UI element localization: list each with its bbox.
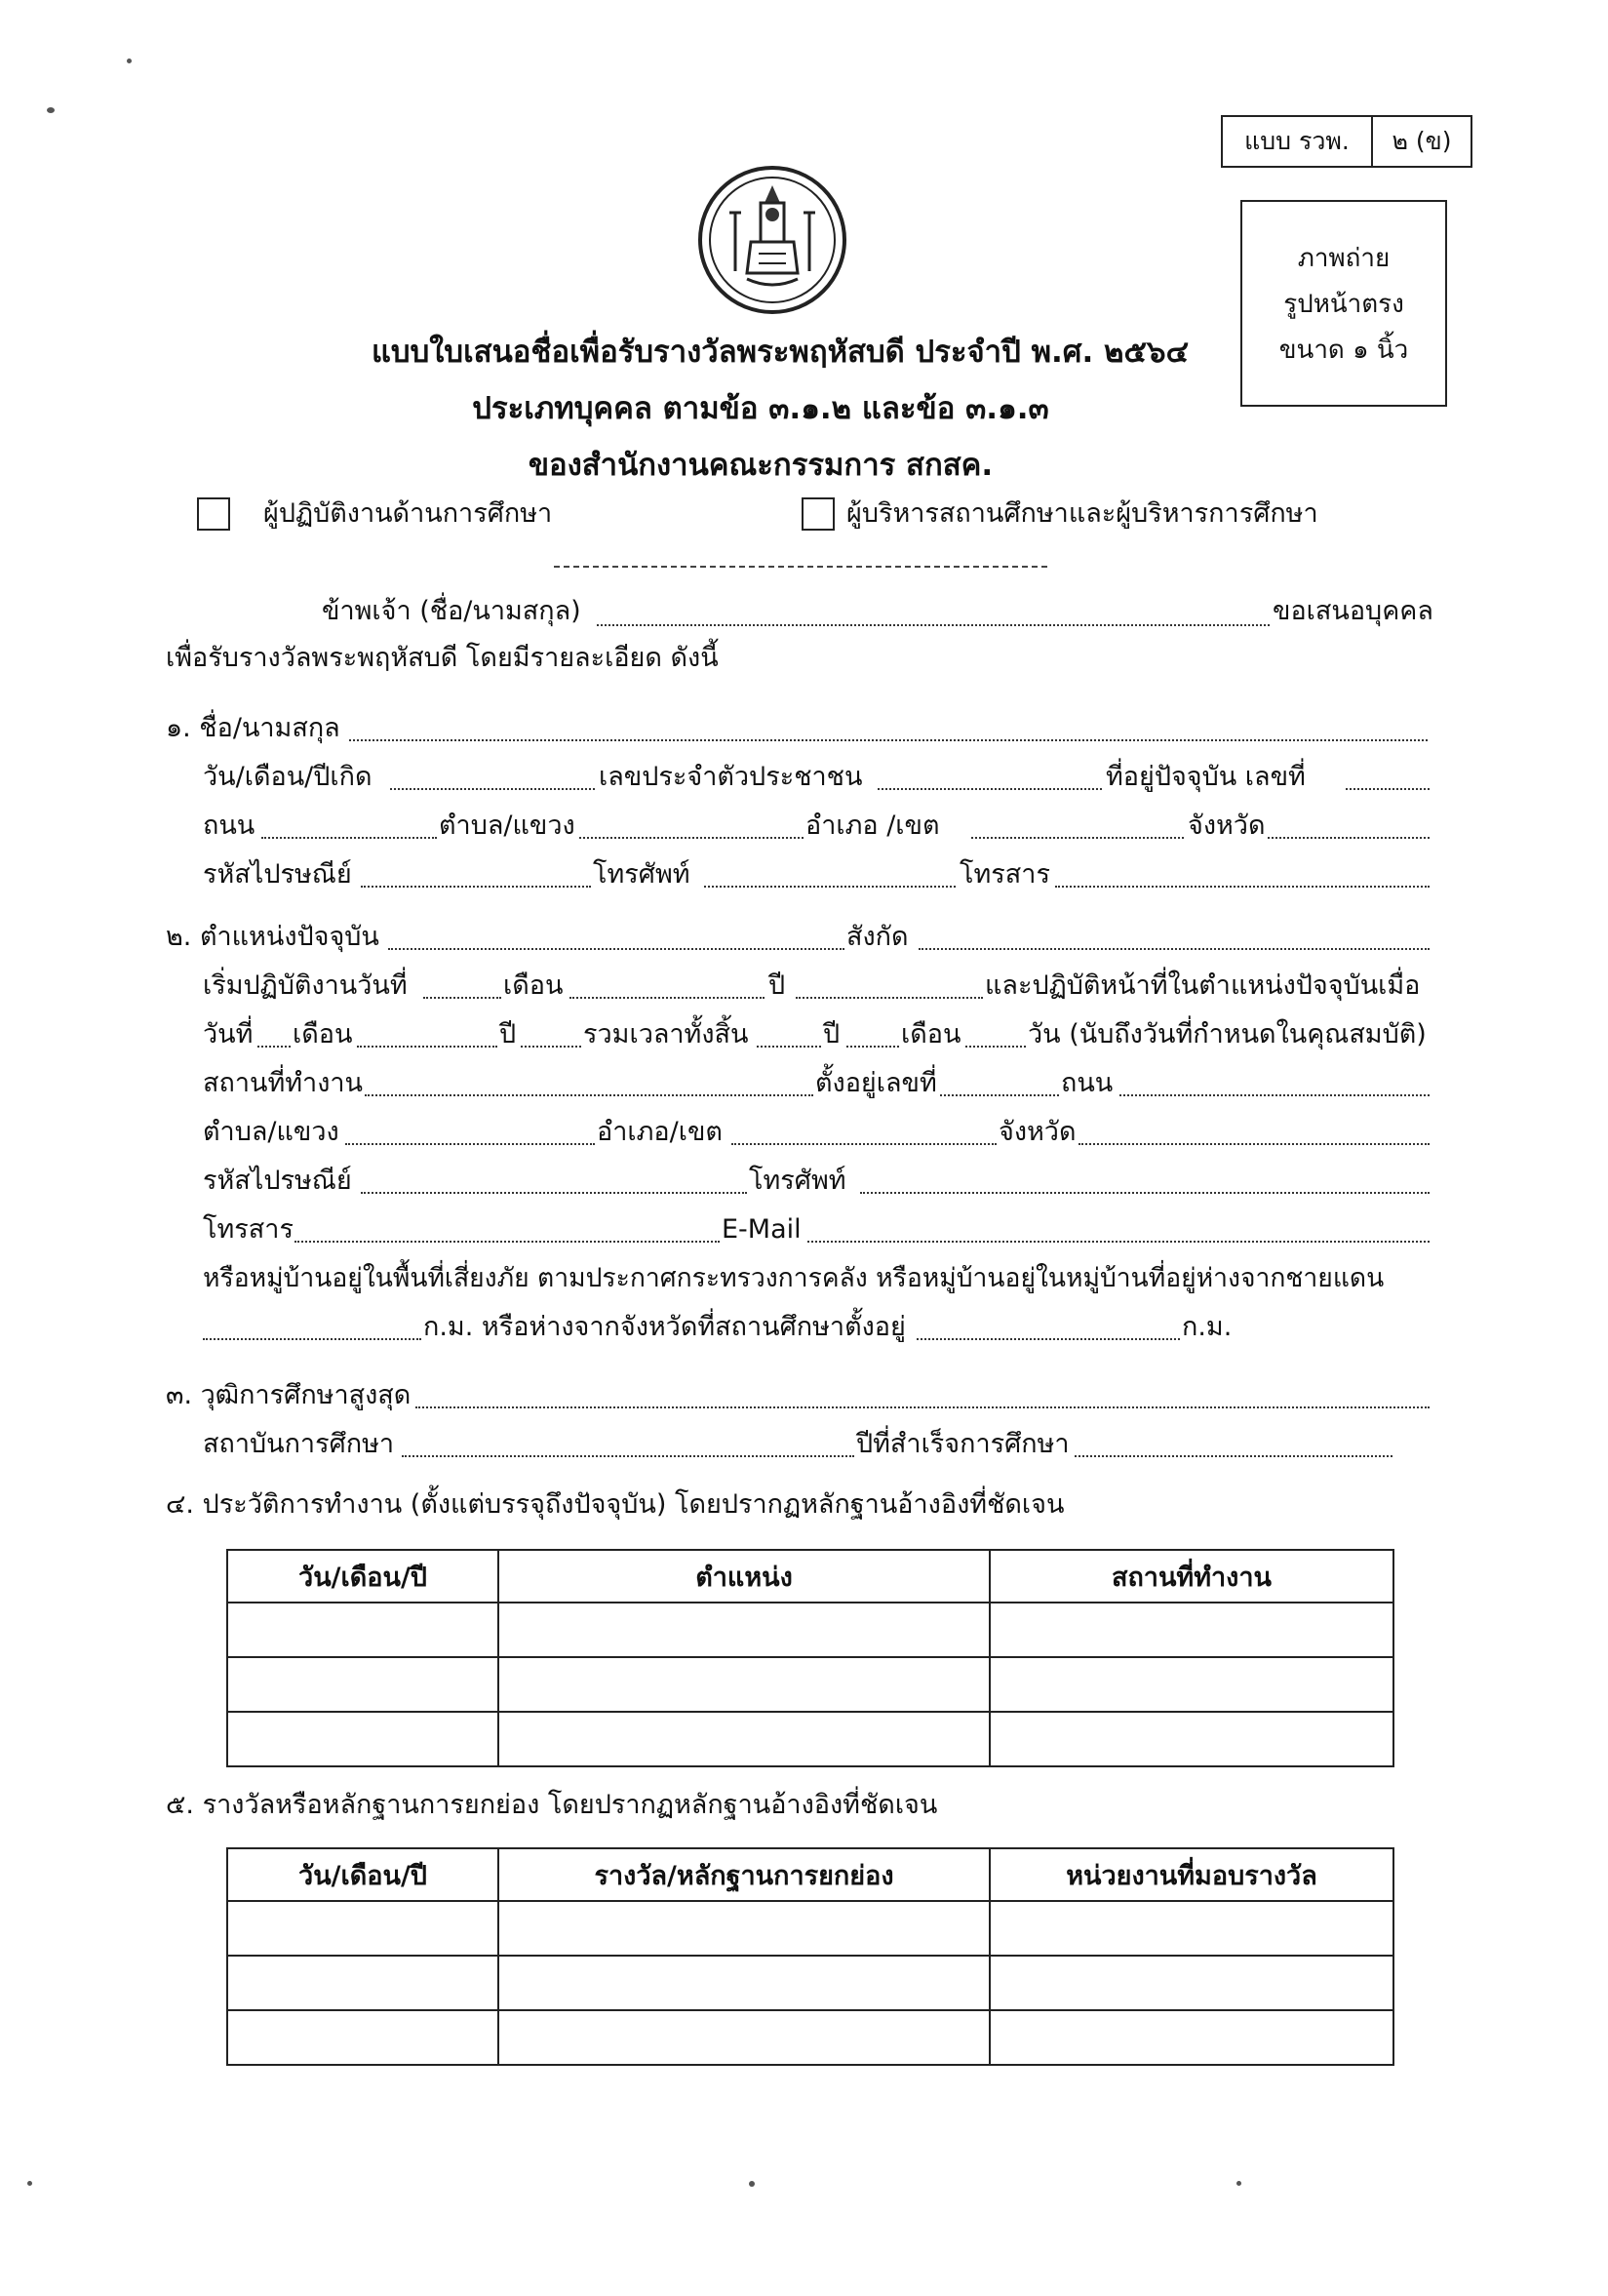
workplace-subdistrict-field[interactable]	[345, 1143, 595, 1145]
sec3-grad-label: ปีที่สำเร็จการศึกษา	[856, 1429, 1070, 1459]
table-header-row	[227, 1550, 1393, 1603]
table-row[interactable]	[227, 2010, 1393, 2065]
highest-degree-field[interactable]	[415, 1406, 1430, 1408]
sec1-road-label: ถนน	[203, 811, 255, 841]
sec2-km2-label: ก.ม.	[1182, 1312, 1233, 1342]
col-awarding-agency: หน่วยงานที่มอบรางวัล	[990, 1848, 1393, 1901]
intro-nominate-label: ขอเสนอบุคคล	[1273, 596, 1433, 626]
photo-label-2: รูปหน้าตรง	[1283, 289, 1404, 319]
cell[interactable]	[990, 2010, 1393, 2065]
sec2-road-label: ถนน	[1061, 1068, 1114, 1098]
form-code-label: แบบ รวพ.	[1223, 117, 1373, 166]
checkbox-label-education-worker: ผู้ปฏิบัติงานด้านการศึกษา	[263, 498, 553, 529]
start-day-field[interactable]	[423, 997, 501, 999]
sec1-title: ๑. ชื่อ/นามสกุล	[166, 713, 340, 743]
cell[interactable]	[498, 2010, 990, 2065]
workplace-road-field[interactable]	[1119, 1094, 1430, 1096]
form-subtitle: ประเภทบุคคล ตามข้อ ๓.๑.๒ และข้อ ๓.๑.๓	[472, 391, 1049, 426]
photo-placeholder[interactable]	[1240, 200, 1447, 407]
birth-date-field[interactable]	[390, 788, 595, 790]
cell[interactable]	[498, 1901, 990, 1956]
sec2-year2-label: ปี	[499, 1019, 517, 1049]
sec1-birth-label: วัน/เดือน/ปีเกิด	[203, 762, 373, 792]
form-office: ของสำนักงานคณะกรรมการ สกสค.	[528, 448, 994, 483]
total-years-field[interactable]	[757, 1046, 821, 1048]
institute-field[interactable]	[402, 1455, 854, 1457]
form-code-box	[1221, 115, 1472, 168]
table-row[interactable]	[227, 1901, 1393, 1956]
sec2-district-label: อำเภอ/เขต	[597, 1117, 723, 1147]
col-date: วัน/เดือน/ปี	[227, 1848, 498, 1901]
nominator-name-field[interactable]	[597, 624, 1270, 626]
divider	[554, 566, 1047, 568]
form-title: แบบใบเสนอชื่อเพื่อรับรางวัลพระพฤหัสบดี ประจำปี พ.ศ. ๒๕๖๔	[371, 335, 1190, 370]
table-row[interactable]	[227, 1712, 1393, 1766]
checkbox-administrator[interactable]	[802, 497, 835, 531]
workplace-postcode-field[interactable]	[361, 1192, 747, 1194]
checkbox-label-administrator: ผู้บริหารสถานศึกษาและผู้บริหารการศึกษา	[846, 498, 1318, 529]
sec1-id-label: เลขประจำตัวประชาชน	[599, 762, 863, 792]
start-month-field[interactable]	[569, 997, 765, 999]
sec2-fax-label: โทรสาร	[203, 1214, 294, 1245]
scan-speck	[1236, 2181, 1241, 2186]
workplace-province-field[interactable]	[1079, 1143, 1430, 1145]
sec2-km1-label: ก.ม. หรือห่างจากจังหวัดที่สถานศึกษาตั้งอยู่	[423, 1312, 906, 1342]
col-date: วัน/เดือน/ปี	[227, 1550, 498, 1603]
workplace-field[interactable]	[365, 1094, 813, 1096]
district-field[interactable]	[971, 837, 1184, 839]
current-year-field[interactable]	[521, 1046, 581, 1048]
intro-nominator-label: ข้าพเจ้า (ชื่อ/นามสกุล)	[322, 596, 581, 626]
affiliation-field[interactable]	[919, 948, 1430, 950]
fax-field[interactable]	[1055, 886, 1430, 888]
phone-field[interactable]	[704, 886, 956, 888]
sec1-province-label: จังหวัด	[1188, 811, 1266, 841]
province-distance-field[interactable]	[917, 1338, 1180, 1340]
subdistrict-field[interactable]	[579, 837, 804, 839]
full-name-field[interactable]	[349, 739, 1428, 741]
sec4-title: ๔. ประวัติการทำงาน (ตั้งแต่บรรจุถึงปัจจุบัน) โดยปรากฏหลักฐานอ้างอิงที่ชัดเจน	[166, 1489, 1065, 1520]
scan-speck	[27, 2181, 32, 2186]
awards-table	[226, 1847, 1394, 2066]
work-history-table	[226, 1549, 1394, 1767]
email-field[interactable]	[807, 1241, 1430, 1243]
cell[interactable]	[498, 1712, 990, 1766]
sec3-institute-label: สถาบันการศึกษา	[203, 1429, 395, 1459]
sec1-addr-label: ที่อยู่ปัจจุบัน เลขที่	[1106, 762, 1306, 792]
sec2-affil-label: สังกัด	[846, 922, 909, 952]
sec2-province-label: จังหวัด	[999, 1117, 1077, 1147]
table-header-row	[227, 1848, 1393, 1901]
cell[interactable]	[990, 1603, 1393, 1657]
sec1-subdistrict-label: ตำบล/แขวง	[439, 811, 575, 841]
sec2-month3-label: เดือน	[901, 1019, 961, 1049]
sec2-phone-label: โทรศัพท์	[749, 1166, 846, 1196]
cell[interactable]	[990, 1956, 1393, 2010]
current-day-field[interactable]	[257, 1046, 291, 1048]
position-field[interactable]	[388, 948, 844, 950]
sec2-year-label: ปี	[768, 970, 786, 1001]
address-number-field[interactable]	[1346, 788, 1430, 790]
sec2-workplace-label: สถานที่ทำงาน	[203, 1068, 364, 1098]
cell[interactable]	[227, 1901, 498, 1956]
workplace-fax-field[interactable]	[294, 1241, 720, 1243]
border-distance-field[interactable]	[203, 1338, 421, 1340]
sec1-postcode-label: รหัสไปรษณีย์	[203, 859, 352, 890]
cell[interactable]	[227, 1603, 498, 1657]
workplace-phone-field[interactable]	[860, 1192, 1430, 1194]
col-workplace: สถานที่ทำงาน	[990, 1550, 1393, 1603]
cell[interactable]	[990, 1712, 1393, 1766]
col-position: ตำแหน่ง	[498, 1550, 990, 1603]
sec1-district-label: อำเภอ /เขต	[805, 811, 940, 841]
scan-speck	[47, 107, 55, 113]
sec2-email-label: E-Mail	[722, 1214, 802, 1245]
total-days-field[interactable]	[965, 1046, 1026, 1048]
scan-speck	[127, 59, 132, 63]
cell[interactable]	[990, 1657, 1393, 1712]
table-row[interactable]	[227, 1603, 1393, 1657]
col-award: รางวัล/หลักฐานการยกย่อง	[498, 1848, 990, 1901]
cell[interactable]	[990, 1901, 1393, 1956]
province-field[interactable]	[1268, 837, 1430, 839]
sec2-days-label: วัน (นับถึงวันที่กำหนดในคุณสมบัติ)	[1028, 1019, 1427, 1049]
sec5-title: ๕. รางวัลหรือหลักฐานการยกย่อง โดยปรากฏหลักฐานอ้างอิงที่ชัดเจน	[166, 1790, 938, 1820]
sec2-month2-label: เดือน	[293, 1019, 353, 1049]
sec3-title: ๓. วุฒิการศึกษาสูงสุด	[166, 1380, 412, 1410]
photo-label-3: ขนาด ๑ นิ้ว	[1278, 335, 1409, 365]
sec1-phone-label: โทรศัพท์	[593, 859, 690, 890]
cell[interactable]	[498, 1657, 990, 1712]
workplace-number-field[interactable]	[940, 1094, 1059, 1096]
cell[interactable]	[227, 2010, 498, 2065]
sec2-day-label: วันที่	[203, 1019, 254, 1049]
current-month-field[interactable]	[357, 1046, 497, 1048]
table-row[interactable]	[227, 1657, 1393, 1712]
postcode-field[interactable]	[361, 886, 591, 888]
national-id-field[interactable]	[878, 788, 1102, 790]
sec2-current-label: และปฏิบัติหน้าที่ในตำแหน่งปัจจุบันเมื่อ	[985, 970, 1421, 1001]
sec2-postcode-label: รหัสไปรษณีย์	[203, 1166, 352, 1196]
scan-speck	[749, 2181, 755, 2187]
cell[interactable]	[227, 1956, 498, 2010]
road-field[interactable]	[261, 837, 437, 839]
intro-line-2: เพื่อรับรางวัลพระพฤหัสบดี โดยมีรายละเอียด ดังนี้	[166, 643, 719, 673]
checkbox-education-worker[interactable]	[197, 497, 230, 531]
cell[interactable]	[498, 1956, 990, 2010]
sec2-subdistrict-label: ตำบล/แขวง	[203, 1117, 339, 1147]
emblem-seal	[696, 164, 848, 316]
sec2-start-label: เริ่มปฏิบัติงานวันที่	[203, 970, 408, 1001]
workplace-district-field[interactable]	[731, 1143, 997, 1145]
sec2-year3-label: ปี	[823, 1019, 841, 1049]
sec2-located-label: ตั้งอยู่เลขที่	[815, 1068, 937, 1098]
sec2-title: ๒. ตำแหน่งปัจจุบัน	[166, 922, 379, 952]
cell[interactable]	[227, 1712, 498, 1766]
total-months-field[interactable]	[846, 1046, 899, 1048]
photo-label-1: ภาพถ่าย	[1297, 243, 1391, 273]
sec2-total-label: รวมเวลาทั้งสิ้น	[583, 1019, 749, 1049]
sec2-risk-text: หรือหมู่บ้านอยู่ในพื้นที่เสี่ยงภัย ตามประกาศกระทรวงการคลัง หรือหมู่บ้านอยู่ในหมู่บ้านที่อยู่ห่างจากชายแดน	[203, 1263, 1385, 1293]
start-year-field[interactable]	[796, 997, 983, 999]
cell[interactable]	[227, 1657, 498, 1712]
sec2-month-label: เดือน	[503, 970, 564, 1001]
graduation-year-field[interactable]	[1075, 1455, 1392, 1457]
table-row[interactable]	[227, 1956, 1393, 2010]
sec1-fax-label: โทรสาร	[960, 859, 1050, 890]
form-code-number: ๒ (ข)	[1392, 127, 1452, 155]
cell[interactable]	[498, 1603, 990, 1657]
